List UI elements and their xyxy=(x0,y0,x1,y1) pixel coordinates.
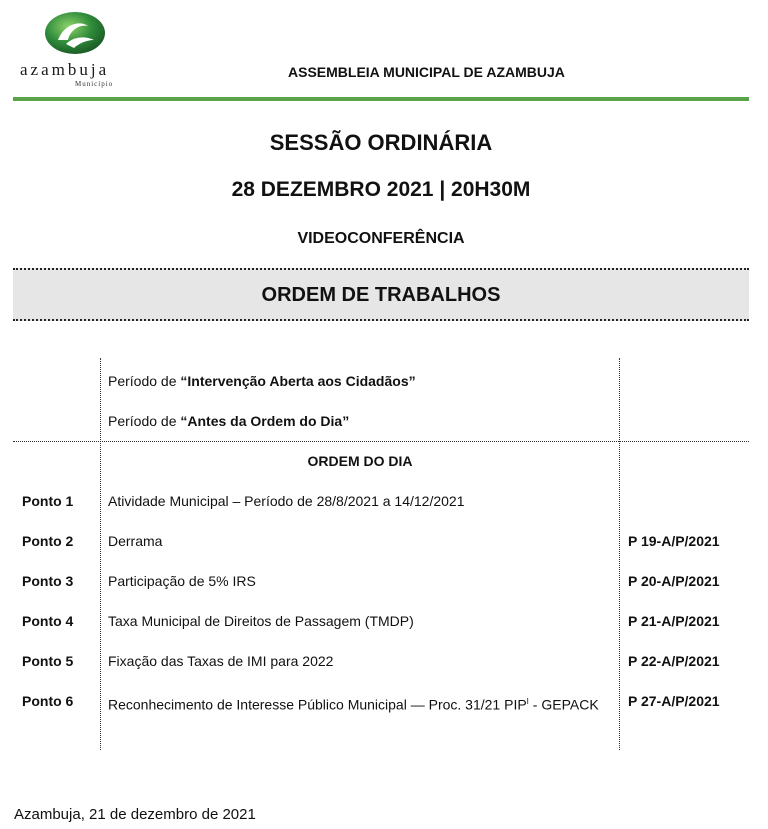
point-text-suffix: - GEPACK xyxy=(528,696,599,713)
point-reference: P 21-A/P/2021 xyxy=(628,613,720,629)
point-label: Ponto 5 xyxy=(22,653,74,669)
point-reference: P 19-A/P/2021 xyxy=(628,533,720,549)
point-text: Participação de 5% IRS xyxy=(108,573,256,589)
table-divider-right xyxy=(619,358,620,750)
point-reference: P 22-A/P/2021 xyxy=(628,653,720,669)
session-date-time: 28 DEZEMBRO 2021 | 20H30M xyxy=(231,178,531,201)
agenda-heading: ORDEM DE TRABALHOS xyxy=(13,268,749,321)
order-of-day-title: ORDEM DO DIA xyxy=(307,453,413,469)
point-reference: P 20-A/P/2021 xyxy=(628,573,720,589)
point-label: Ponto 4 xyxy=(22,613,74,629)
period-item xyxy=(108,373,416,389)
period-name: “Intervenção Aberta aos Cidadãos” xyxy=(180,373,416,389)
header-divider xyxy=(13,97,749,101)
logo-subtitle: Município xyxy=(75,80,114,88)
place-and-date: Azambuja, 21 de dezembro de 2021 xyxy=(14,806,256,823)
azambuja-logo xyxy=(20,10,135,86)
point-label: Ponto 1 xyxy=(22,493,74,509)
session-mode: VIDEOCONFERÊNCIA xyxy=(297,230,465,247)
point-text: Taxa Municipal de Direitos de Passagem (TMDP) xyxy=(108,613,414,629)
point-text: Atividade Municipal – Período de 28/8/2021 a 14/12/2021 xyxy=(108,493,465,509)
point-reference: P 27-A/P/2021 xyxy=(628,693,720,709)
table-divider-horizontal xyxy=(13,441,749,442)
point-text: Derrama xyxy=(108,533,163,549)
point-text: Fixação das Taxas de IMI para 2022 xyxy=(108,653,334,669)
period-item xyxy=(108,413,349,429)
table-divider-left xyxy=(100,358,101,750)
point-text-main: Reconhecimento de Interesse Público Municipal — Proc. 31/21 PIP xyxy=(108,696,527,713)
point-text xyxy=(108,686,613,721)
point-label: Ponto 2 xyxy=(22,533,74,549)
point-label: Ponto 6 xyxy=(22,693,74,709)
session-title: SESSÃO ORDINÁRIA xyxy=(269,130,493,155)
period-name: “Antes da Ordem do Dia” xyxy=(180,413,350,429)
logo-wordmark: azambuja xyxy=(20,60,110,79)
organization-title: ASSEMBLEIA MUNICIPAL DE AZAMBUJA xyxy=(288,64,565,80)
azambuja-emblem-icon xyxy=(44,10,106,56)
footnote-marker: I xyxy=(526,697,529,706)
period-prefix: Período de xyxy=(108,373,181,389)
period-prefix: Período de xyxy=(108,413,181,429)
point-label: Ponto 3 xyxy=(22,573,74,589)
